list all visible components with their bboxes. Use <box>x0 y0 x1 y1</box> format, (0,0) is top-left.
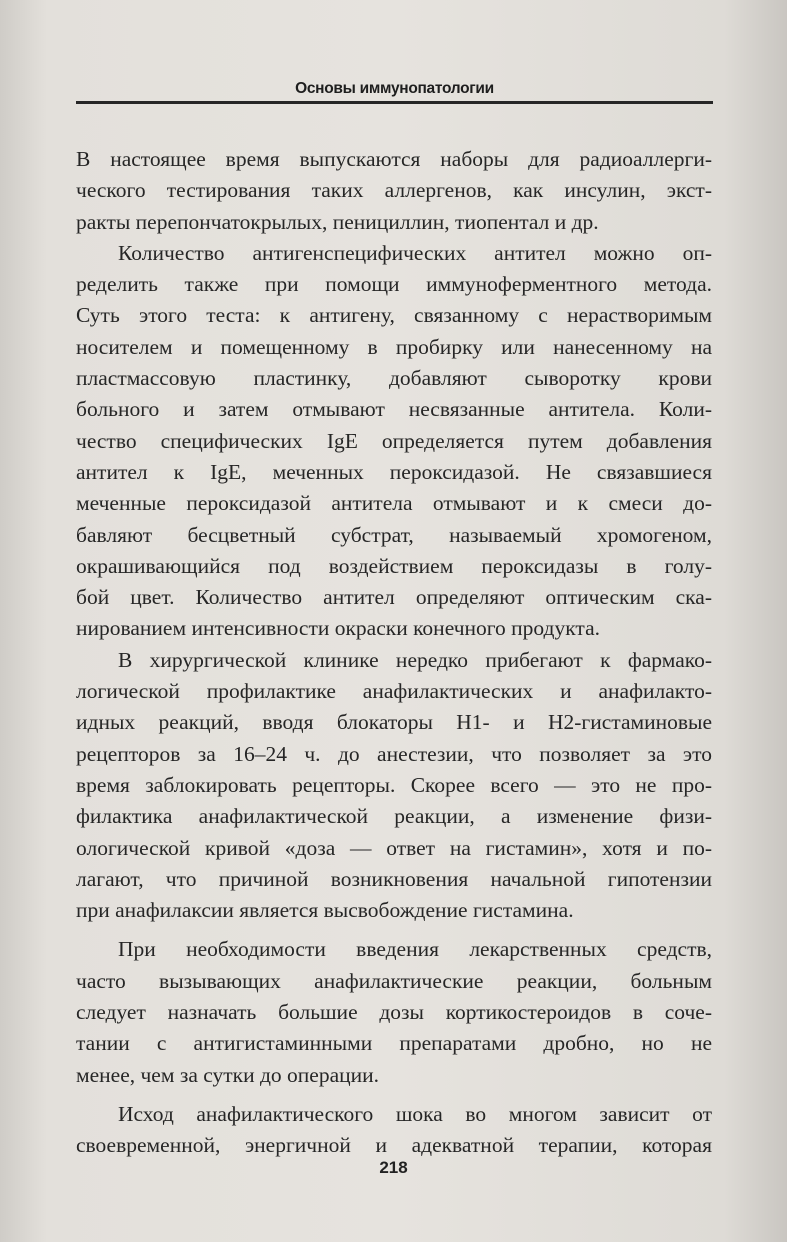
text-line: меченные пероксидазой антитела отмывают и к смеси до- <box>76 491 712 516</box>
text-line: антител к IgE, меченных пероксидазой. Не связавшиеся <box>76 459 712 484</box>
text-line: пластмассовую пластинку, добавляют сыворотку крови <box>76 366 712 391</box>
text-line: часто вызывающих анафилактические реакции, больным <box>76 968 712 993</box>
text-line: больного и затем отмывают несвязанные антитела. Коли- <box>76 397 712 422</box>
text-line: рецепторов за 16–24 ч. до анестезии, что позволяет за это <box>76 741 712 766</box>
text-line: ческого тестирования таких аллергенов, как инсулин, экст- <box>76 178 712 203</box>
text-line: Количество антигенспецифических антител можно оп- <box>118 240 712 265</box>
text-line: ределить также при помощи иммуноферментного метода. <box>76 272 712 297</box>
text-line: своевременной, энергичной и адекватной терапии, которая <box>76 1133 712 1158</box>
text-line: логической профилактике анафилактических и анафилакто- <box>76 679 712 704</box>
paragraph-4 <box>76 934 712 1090</box>
text-line: окрашивающийся под воздействием пероксидазы в голу- <box>76 553 712 578</box>
paragraph-5 <box>76 1099 712 1162</box>
text-line: следует назначать большие дозы кортикостероидов в соче- <box>76 1000 712 1025</box>
text-line: идных реакций, вводя блокаторы H1- и H2-гистаминовые <box>76 710 712 735</box>
text-line: время заблокировать рецепторы. Скорее всего — это не про- <box>76 772 712 797</box>
text-line: При необходимости введения лекарственных средств, <box>118 937 712 962</box>
running-header <box>76 78 713 106</box>
body-text <box>76 144 712 1162</box>
text-line: бавляют бесцветный субстрат, называемый хромогеном, <box>76 522 712 547</box>
text-line: нированием интенсивности окраски конечного продукта. <box>76 616 600 641</box>
text-line: Исход анафилактического шока во многом зависит от <box>118 1101 712 1126</box>
page-number: 218 <box>379 1158 408 1177</box>
text-line: ологической кривой «доза — ответ на гистамин», хотя и по- <box>76 835 712 860</box>
text-line: бой цвет. Количество антител определяют оптическим ска- <box>76 585 712 610</box>
paragraph-1 <box>76 144 712 238</box>
text-line: носителем и помещенному в пробирку или нанесенному на <box>76 334 712 359</box>
text-line: менее, чем за сутки до операции. <box>76 1062 380 1087</box>
text-line: чество специфических IgE определяется путем добавления <box>76 428 712 453</box>
paragraph-gap <box>76 926 712 934</box>
text-line: при анафилаксии является высвобождение гистамина. <box>76 898 574 923</box>
header-rule <box>76 101 713 104</box>
paragraph-2 <box>76 238 712 645</box>
paragraph-gap <box>76 1091 712 1099</box>
text-line: лагают, что причиной возникновения начальной гипотензии <box>76 866 712 891</box>
running-header-title: Основы иммунопатологии <box>295 80 494 97</box>
text-line: тании с антигистаминными препаратами дробно, но не <box>76 1031 712 1056</box>
paragraph-3 <box>76 645 712 927</box>
text-line: ракты перепончатокрылых, пенициллин, тиопентал и др. <box>76 209 599 234</box>
text-line: В хирургической клинике нередко прибегают к фармако- <box>118 647 712 672</box>
text-line: Суть этого теста: к антигену, связанному с нерастворимым <box>76 303 712 328</box>
text-line: В настоящее время выпускаются наборы для радиоаллерги- <box>76 147 712 171</box>
text-line: филактика анафилактической реакции, а изменение физи- <box>76 804 712 829</box>
